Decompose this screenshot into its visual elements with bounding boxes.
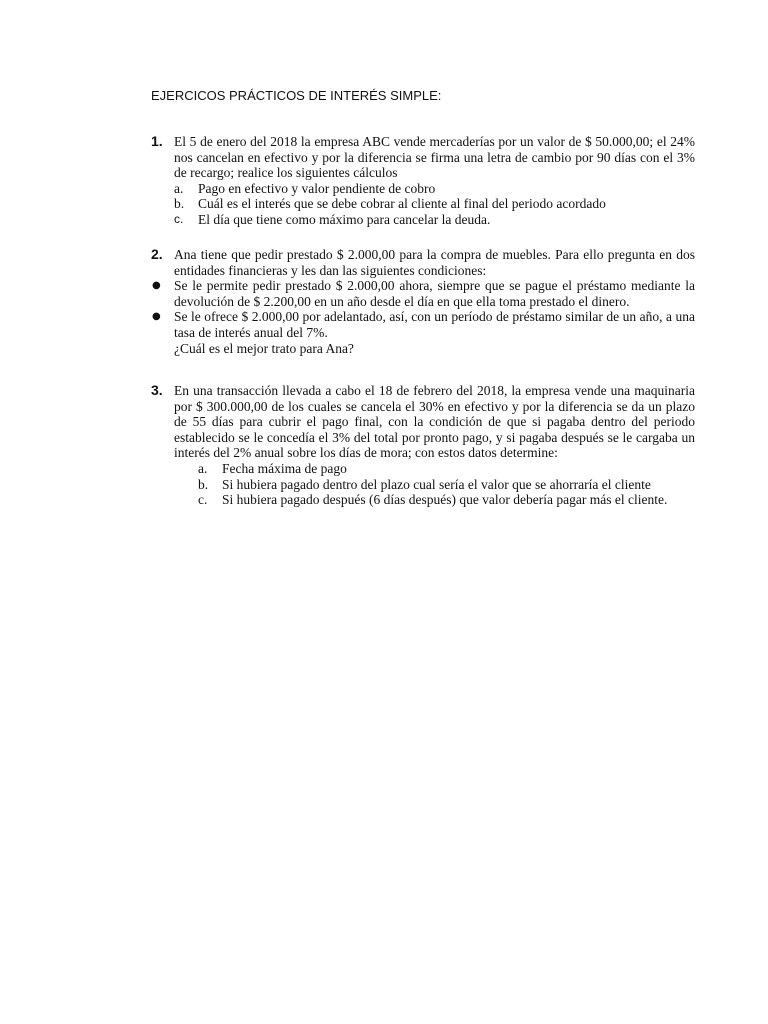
document-title: EJERCICOS PRÁCTICOS DE INTERÉS SIMPLE: bbox=[151, 88, 442, 103]
exercise-2-statement bbox=[150, 247, 695, 278]
exercise-3-items bbox=[150, 461, 695, 508]
bullet-icon: ● bbox=[152, 280, 161, 292]
list-item-text: Fecha máxima de pago bbox=[222, 460, 347, 476]
list-item-text: Cuál es el interés que se debe cobrar al cliente al final del periodo acordado bbox=[198, 196, 606, 212]
list-marker: b. bbox=[174, 196, 185, 212]
list-item-text: Si hubiera pagado después (6 días después) que valor debería pagar más el cliente. bbox=[222, 492, 668, 508]
exercise-number: 1. bbox=[151, 133, 163, 149]
list-item-text: Se le ofrece $ 2.000,00 por adelantado, así, con un período de préstamo similar de un año, a una tasa de interés anual del 7%. bbox=[174, 309, 695, 340]
list-item-text: Pago en efectivo y valor pendiente de cobro bbox=[198, 180, 436, 196]
exercise-text: Ana tiene que pedir prestado $ 2.000,00 para la compra de muebles. Para ello pregunta en dos entidades financieras y les dan las siguientes condiciones: bbox=[174, 247, 695, 278]
exercise-number: 3. bbox=[151, 382, 163, 398]
exercise-text: El 5 de enero del 2018 la empresa ABC vende mercaderías por un valor de $ 50.000,00; el 24% nos cancelan en efectivo y por la diferencia se firma una letra de cambio por 90 días con el 3% de recargo; realice los siguientes cálculos bbox=[174, 134, 695, 181]
exercise-2 bbox=[150, 247, 695, 356]
list-item bbox=[198, 461, 695, 477]
list-item bbox=[150, 278, 695, 309]
exercise-1-statement bbox=[150, 134, 695, 181]
list-marker: c. bbox=[174, 211, 184, 226]
exercise-3-statement bbox=[150, 383, 695, 461]
list-marker: a. bbox=[198, 460, 208, 476]
exercise-question: ¿Cuál es el mejor trato para Ana? bbox=[174, 340, 354, 356]
exercise-text: En una transacción llevada a cabo el 18 de febrero del 2018, la empresa vende una maquinaria por $ 300.000,00 de los cuales se cancela el 30% en efectivo y por la diferencia se da un plazo de 55 días para cubrir el pago final, con la condición de que si pagaba dentro del periodo establecido se le concedía el 3% del total por pronto pago, y si pagaba después se le cargaba un interés del 2% anual sobre los días de mora; con estos datos determine: bbox=[174, 383, 695, 461]
exercise-1 bbox=[150, 134, 695, 228]
list-item-text: Se le permite pedir prestado $ 2.000,00 ahora, siempre que se pague el préstamo mediante la devolución de $ 2.200,00 en un año desde el día en que ella toma prestado el dinero. bbox=[174, 278, 695, 309]
list-item bbox=[198, 477, 695, 493]
exercise-1-items bbox=[150, 181, 695, 228]
bullet-icon: ● bbox=[152, 311, 161, 323]
list-item bbox=[150, 309, 695, 340]
exercise-3 bbox=[150, 383, 695, 508]
list-item bbox=[174, 181, 695, 197]
list-item bbox=[174, 196, 695, 212]
list-item-text: Si hubiera pagado dentro del plazo cual sería el valor que se ahorraría el cliente bbox=[222, 476, 651, 492]
list-item-text: El día que tiene como máximo para cancelar la deuda. bbox=[198, 211, 491, 227]
list-item bbox=[198, 492, 695, 508]
list-item bbox=[174, 212, 695, 228]
list-marker: b. bbox=[198, 476, 209, 492]
list-marker: c. bbox=[198, 492, 208, 508]
exercise-number: 2. bbox=[151, 246, 163, 262]
list-marker: a. bbox=[174, 180, 184, 196]
